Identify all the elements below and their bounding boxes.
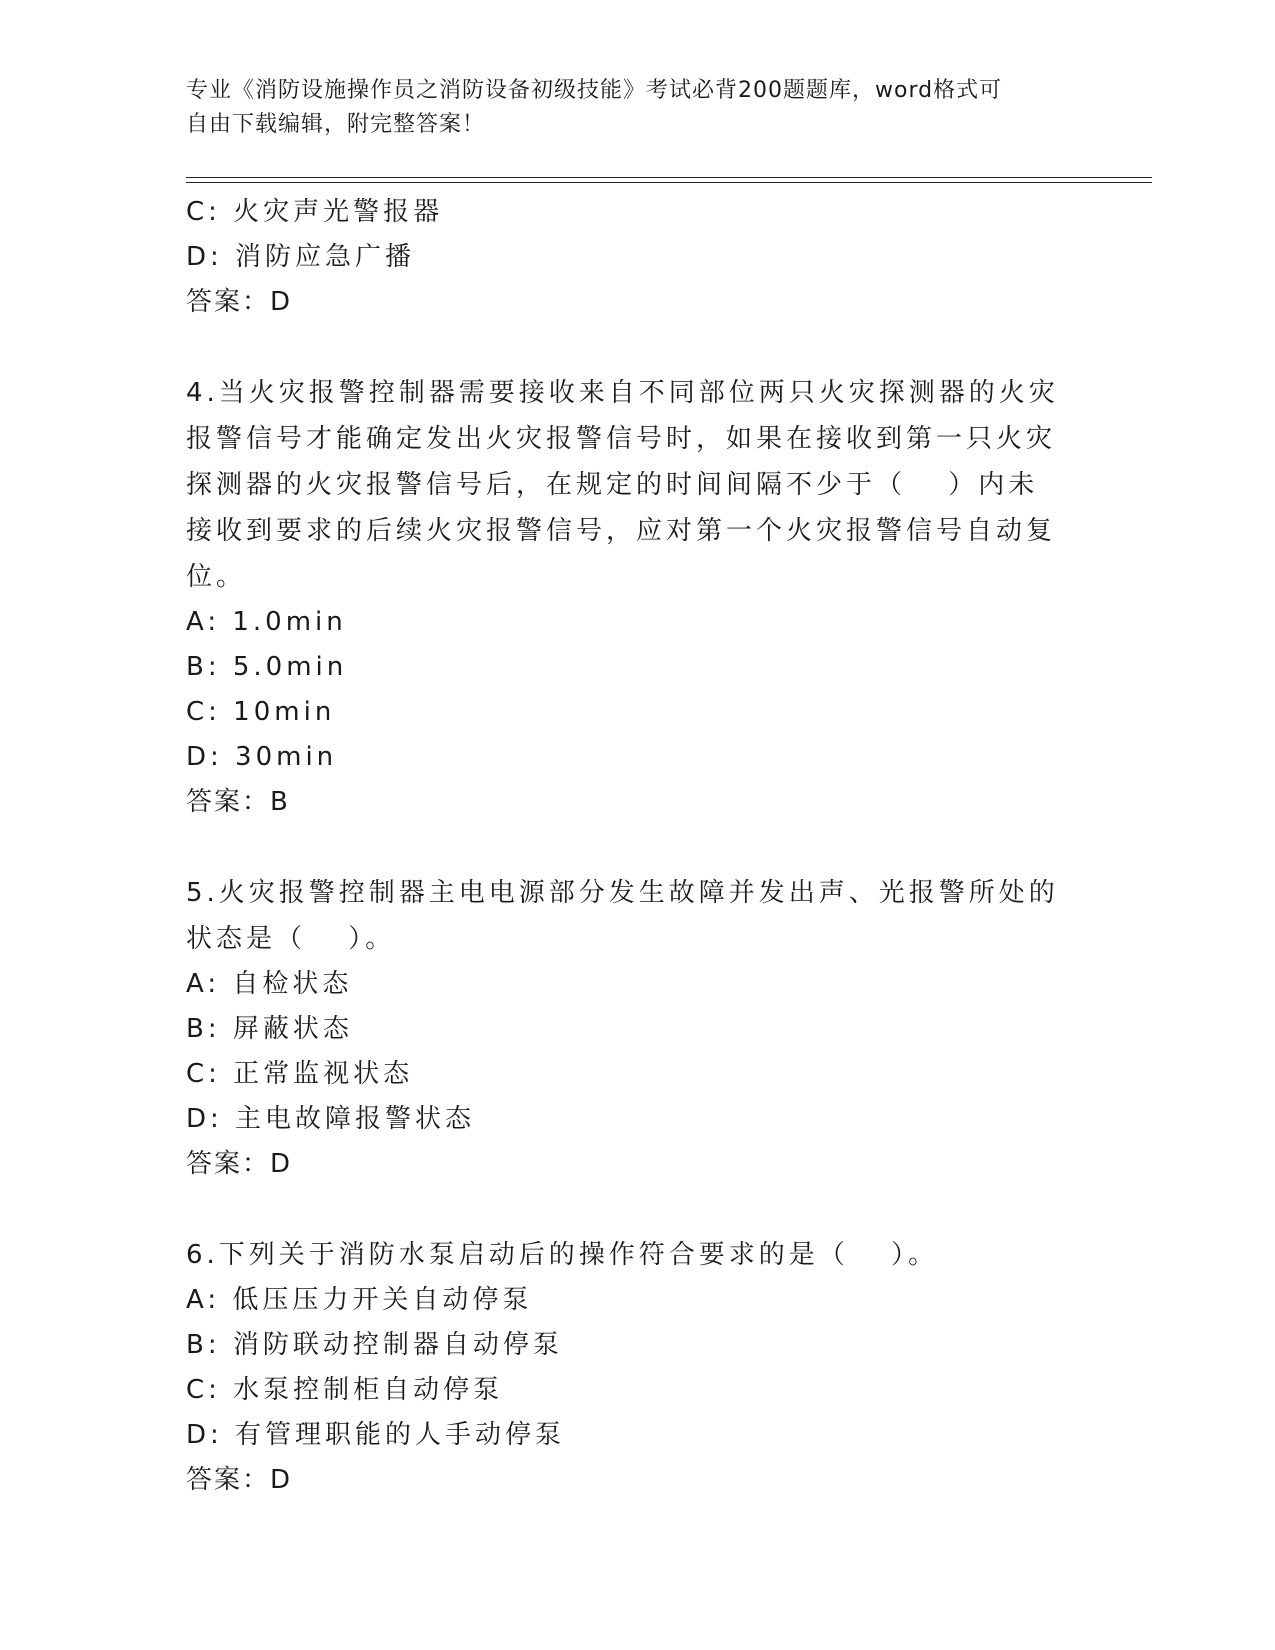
header-line-1: 专业《消防设施操作员之消防设备初级技能》考试必背200题题库，word格式可 — [186, 78, 1003, 103]
answer-line: 答案：D — [186, 1149, 293, 1179]
question-4 — [186, 370, 1066, 825]
option-b: B: 消防联动控制器自动停泵 — [186, 1330, 563, 1360]
question-stem: 5.火灾报警控制器主电电源部分发生故障并发出声、光报警所处的状态是（ ）。 — [186, 878, 1059, 954]
option-a: A: 1.0min — [186, 607, 347, 637]
question-stem: 6.下列关于消防水泵启动后的操作符合要求的是（ ）。 — [186, 1240, 939, 1270]
answer-line: 答案：D — [186, 287, 293, 317]
header-line-2: 自由下载编辑，附完整答案！ — [186, 112, 486, 137]
option-d: D: 30min — [186, 742, 338, 772]
option-a: A: 低压压力开关自动停泵 — [186, 1285, 533, 1315]
header-divider-bottom — [186, 182, 1152, 183]
header-divider-top — [186, 177, 1152, 178]
option-c: C: 水泵控制柜自动停泵 — [186, 1375, 504, 1405]
option-c: C: 火灾声光警报器 — [186, 197, 444, 227]
question-stem: 4.当火灾报警控制器需要接收来自不同部位两只火灾探测器的火灾报警信号才能确定发出火灾报警信号时，如果在接收到第一只火灾探测器的火灾报警信号后，在规定的时间间隔不少于（ ）内未接收到要求的后续火灾报警信号，应对第一个火灾报警信号自动复位。 — [186, 378, 1059, 592]
spacer — [186, 825, 1066, 870]
spacer — [186, 1187, 1066, 1232]
question-6 — [186, 1232, 1066, 1503]
option-d: D: 有管理职能的人手动停泵 — [186, 1420, 566, 1450]
option-b: B: 屏蔽状态 — [186, 1014, 353, 1044]
option-a: A: 自检状态 — [186, 969, 353, 999]
option-b: B: 5.0min — [186, 652, 348, 682]
option-c: C: 10min — [186, 697, 336, 727]
question-5 — [186, 870, 1066, 1187]
question-3-tail — [186, 190, 1066, 325]
option-d: D: 消防应急广播 — [186, 242, 416, 272]
document-header — [186, 74, 1066, 142]
spacer — [186, 325, 1066, 370]
question-list — [186, 190, 1066, 1503]
option-d: D: 主电故障报警状态 — [186, 1104, 476, 1134]
answer-line: 答案：B — [186, 787, 290, 817]
answer-line: 答案：D — [186, 1465, 293, 1495]
option-c: C: 正常监视状态 — [186, 1059, 414, 1089]
